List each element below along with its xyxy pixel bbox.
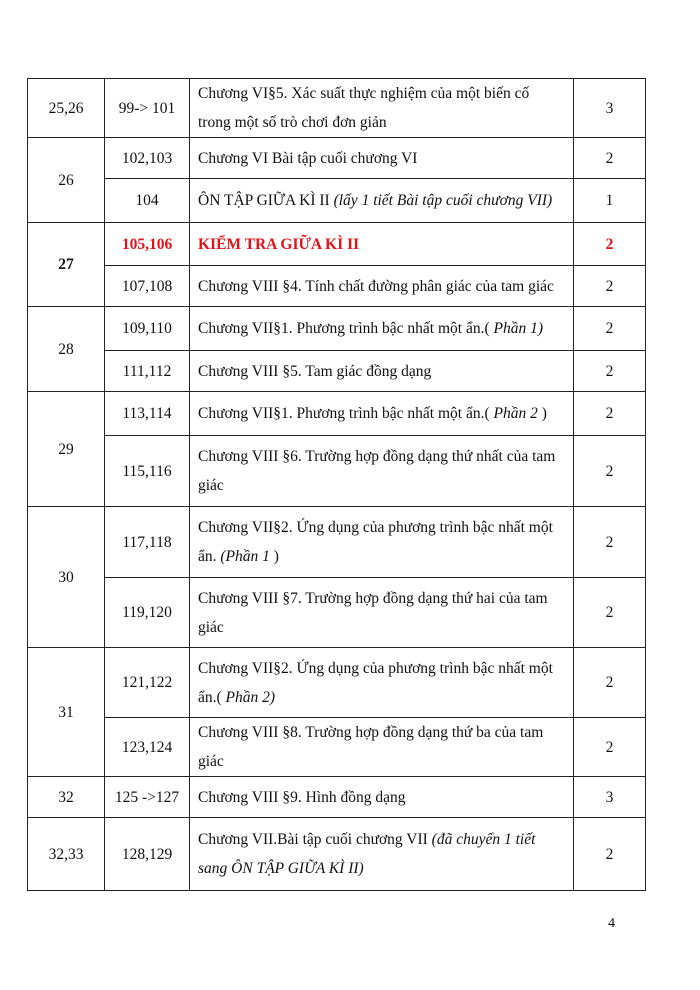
exam-hours-cell: 2	[574, 223, 646, 266]
content-cell	[190, 507, 574, 578]
table-row	[28, 436, 646, 507]
table-row	[28, 718, 646, 777]
period-cell: 119,120	[105, 578, 190, 648]
content-cell: Chương VIII §6. Trường hợp đồng dạng thứ nhất của tam giác	[190, 436, 574, 507]
table-row	[28, 578, 646, 648]
content-text: ÔN TẬP GIỮA KÌ II	[198, 192, 334, 209]
hours-cell: 2	[574, 648, 646, 718]
hours-cell: 2	[574, 266, 646, 307]
hours-cell: 2	[574, 507, 646, 578]
week-cell: 30	[28, 507, 105, 648]
content-note-tail: )	[269, 548, 279, 565]
content-cell: Chương VIII §8. Trường hợp đồng dạng thứ ba của tam giác	[190, 718, 574, 777]
content-text: Chương VII§1. Phương trình bậc nhất một ẩn.(	[198, 405, 494, 422]
hours-cell: 2	[574, 351, 646, 392]
exam-period-cell: 105,106	[105, 223, 190, 266]
week-cell: 27	[28, 223, 105, 307]
period-cell: 107,108	[105, 266, 190, 307]
period-cell: 128,129	[105, 818, 190, 891]
week-cell: 26	[28, 138, 105, 223]
content-cell	[190, 648, 574, 718]
period-cell: 117,118	[105, 507, 190, 578]
period-cell: 104	[105, 179, 190, 223]
period-cell: 111,112	[105, 351, 190, 392]
week-cell: 25,26	[28, 79, 105, 138]
page-number: 4	[608, 916, 615, 931]
hours-cell: 3	[574, 79, 646, 138]
content-note: Phần 2)	[225, 688, 276, 706]
content-note: (lấy 1 tiết Bài tập cuối chương VII)	[333, 192, 553, 209]
week-cell: 32	[28, 777, 105, 818]
exam-title-cell: KIỂM TRA GIỮA KÌ II	[190, 223, 574, 266]
content-note: Phần 1)	[493, 320, 544, 337]
content-text: Chương VII§2. Ứng dụng của phương trình bậc nhất một ẩn.(	[198, 659, 553, 706]
table-row	[28, 307, 646, 351]
content-note-tail: ÔN TẬP GIỮA KÌ II)	[231, 860, 364, 877]
week-cell: 29	[28, 392, 105, 507]
lesson-plan-table	[27, 78, 646, 891]
period-cell: 123,124	[105, 718, 190, 777]
table-row	[28, 818, 646, 891]
table-row	[28, 777, 646, 818]
content-note: (Phần 1	[220, 548, 270, 565]
table-row	[28, 179, 646, 223]
content-cell: Chương VIII §9. Hình đồng dạng	[190, 777, 574, 818]
content-cell	[190, 179, 574, 223]
content-cell: Chương VIII §7. Trường hợp đồng dạng thứ hai của tam giác	[190, 578, 574, 648]
content-cell: Chương VI Bài tập cuối chương VI	[190, 138, 574, 179]
period-cell: 99-> 101	[105, 79, 190, 138]
hours-cell: 2	[574, 718, 646, 777]
hours-cell: 2	[574, 392, 646, 436]
week-cell: 31	[28, 648, 105, 777]
table-row	[28, 79, 646, 138]
period-cell: 121,122	[105, 648, 190, 718]
content-note: (đã chuyển 1 tiết sang	[198, 831, 536, 877]
table-row	[28, 351, 646, 392]
hours-cell: 2	[574, 578, 646, 648]
content-cell	[190, 392, 574, 436]
content-text: Chương VII.Bài tập cuối chương VII	[198, 831, 432, 848]
hours-cell: 2	[574, 436, 646, 507]
hours-cell: 2	[574, 138, 646, 179]
period-cell: 102,103	[105, 138, 190, 179]
content-cell	[190, 307, 574, 351]
table-row	[28, 648, 646, 718]
period-cell: 115,116	[105, 436, 190, 507]
content-note-tail: )	[537, 405, 547, 422]
hours-cell: 2	[574, 818, 646, 891]
content-text: Chương VII§2. Ứng dụng của phương trình bậc nhất một ẩn.	[198, 519, 553, 565]
content-cell: Chương VIII §4. Tính chất đường phân giác của tam giác	[190, 266, 574, 307]
content-cell	[190, 818, 574, 891]
content-text: Chương VII§1. Phương trình bậc nhất một ẩn.(	[198, 320, 494, 337]
table-row	[28, 266, 646, 307]
content-note: Phần 2	[493, 405, 538, 422]
content-cell: Chương VIII §5. Tam giác đồng dạng	[190, 351, 574, 392]
period-cell: 109,110	[105, 307, 190, 351]
table-row	[28, 138, 646, 179]
period-cell: 125 ->127	[105, 777, 190, 818]
hours-cell: 3	[574, 777, 646, 818]
table-row	[28, 392, 646, 436]
week-cell: 32,33	[28, 818, 105, 891]
period-cell: 113,114	[105, 392, 190, 436]
hours-cell: 1	[574, 179, 646, 223]
hours-cell: 2	[574, 307, 646, 351]
week-cell: 28	[28, 307, 105, 392]
table-row	[28, 223, 646, 266]
table-row	[28, 507, 646, 578]
content-cell: Chương VI§5. Xác suất thực nghiệm của một biến cố trong một số trò chơi đơn giản	[190, 79, 574, 138]
